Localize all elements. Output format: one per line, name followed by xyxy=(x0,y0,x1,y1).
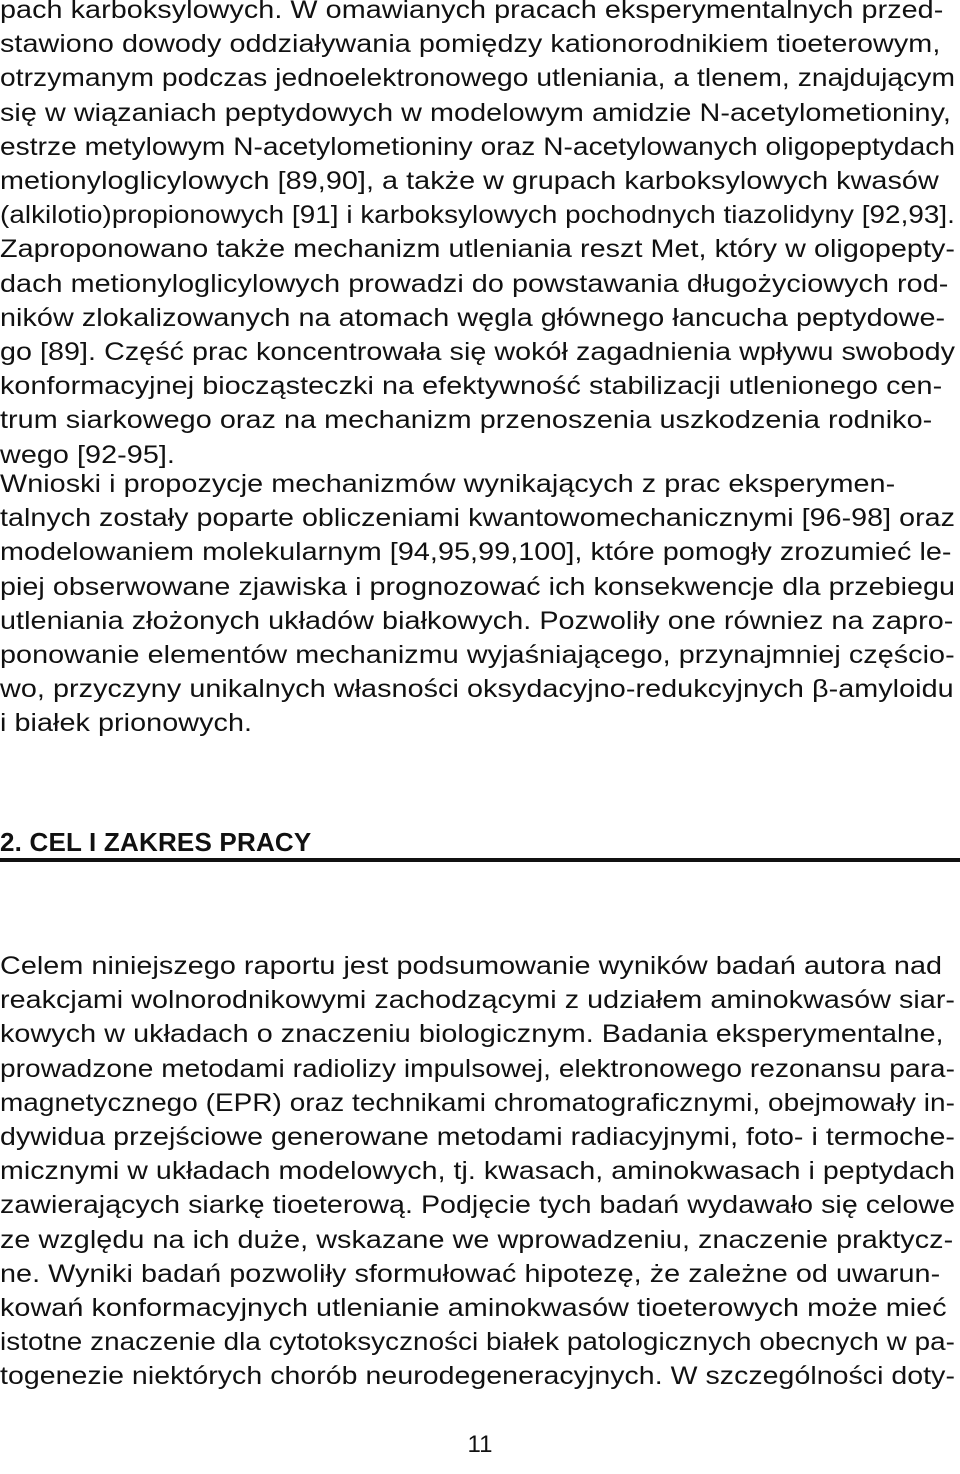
text-line: dach metionyloglicylowych prowadzi do powstawania długożyciowych rod- xyxy=(0,269,949,298)
text-line: wo, przyczyny unikalnych własności oksydacyjno-redukcyjnych β-amyloidu xyxy=(0,675,954,704)
text-line: ponowanie elementów mechanizmu wyjaśniającego, przynajmniej częścio- xyxy=(0,641,955,669)
text-line: trum siarkowego oraz na mechanizm przenoszenia uszkodzenia rodniko- xyxy=(0,406,933,435)
text-line: ników zlokalizowanych na atomach węgla głównego łancucha peptydowe- xyxy=(0,303,946,332)
text-line: konformacyjnej biocząsteczki na efektywność stabilizacji utlenionego cen- xyxy=(0,372,943,401)
text-line: (alkilotio)propionowych [91] i karboksylowych pochodnych tiazolidyny [92,93]. xyxy=(0,201,955,230)
text-line: zawierających siarkę tioeterową. Podjęcie tych badań wydawało się celowe xyxy=(0,1191,956,1220)
heading-underline xyxy=(0,858,960,862)
section-heading: 2. CEL I ZAKRES PRACY xyxy=(0,827,312,857)
text-line: pach karboksylowych. W omawianych pracach eksperymentalnych przed- xyxy=(0,0,944,24)
text-line: piej obserwowane zjawiska i prognozować ich konsekwencje dla przebiegu xyxy=(0,572,956,601)
text-line: talnych zostały poparte obliczeniami kwantowomechanicznymi [96-98] oraz xyxy=(0,504,956,533)
text-line: Celem niniejszego raportu jest podsumowanie wyników badań autora nad xyxy=(0,952,943,980)
text-line: kowań konformacyjnych utlenianie aminokwasów tioeterowych może mieć xyxy=(0,1294,947,1322)
text-line: dywidua przejściowe generowane metodami radiacyjnymi, foto- i termoche- xyxy=(0,1123,955,1151)
text-line: istotne znaczenie dla cytotoksyczności białek patologicznych obecnych w pa- xyxy=(0,1328,955,1357)
text-line: micznymi w układach modelowych, tj. kwasach, aminokwasach i peptydach xyxy=(0,1157,956,1186)
text-line: kowych w układach o znaczeniu biologicznym. Badania eksperymentalne, xyxy=(0,1020,944,1049)
text-line: wego [92-95]. xyxy=(0,440,175,469)
text-line: ne. Wyniki badań pozwoliły sformułować hipotezę, że zależne od uwarun- xyxy=(0,1259,941,1288)
text-line: i białek prionowych. xyxy=(0,709,253,738)
text-line: otrzymanym podczas jednoelektronowego utleniania, a tlenem, znajdującym xyxy=(0,64,955,93)
text-line: ze względu na ich duże, wskazane we wprowadzeniu, znaczenie praktycz- xyxy=(0,1225,954,1254)
text-line: estrze metylowym N-acetylometioniny oraz N-acetylowanych oligopeptydach xyxy=(0,132,955,161)
text-line: utleniania złożonych układów białkowych. Pozwoliły one równiez na zapro- xyxy=(0,606,954,635)
text-line: reakcjami wolnorodnikowymi zachodzącymi z udziałem aminokwasów siar- xyxy=(0,986,956,1015)
text-line: magnetycznego (EPR) oraz technikami chromatograficznymi, obejmowały in- xyxy=(0,1088,956,1117)
text-line: Wnioski i propozycje mechanizmów wynikających z prac eksperymen- xyxy=(0,470,896,498)
text-line: się w wiązaniach peptydowych w modelowym amidzie N-acetylometioniny, xyxy=(0,98,951,127)
text-line: togenezie niektórych chorób neurodegeneracyjnych. W szczególności doty- xyxy=(0,1362,955,1391)
text-line: prowadzone metodami radiolizy impulsowej, elektronowego rezonansu para- xyxy=(0,1054,955,1083)
page-number: 11 xyxy=(467,1431,493,1458)
text-line: metionyloglicylowych [89,90], a także w grupach karboksylowych kwasów xyxy=(0,167,939,195)
text-line: modelowaniem molekularnym [94,95,99,100], które pomogły zrozumieć le- xyxy=(0,538,952,567)
text-line: Zaproponowano także mechanizm utleniania reszt Met, który w oligopepty- xyxy=(0,235,956,264)
text-line: go [89]. Część prac koncentrowała się wokół zagadnienia wpływu swobody xyxy=(0,338,956,366)
text-line: stawiono dowody oddziaływania pomiędzy kationorodnikiem tioeterowym, xyxy=(0,30,941,59)
